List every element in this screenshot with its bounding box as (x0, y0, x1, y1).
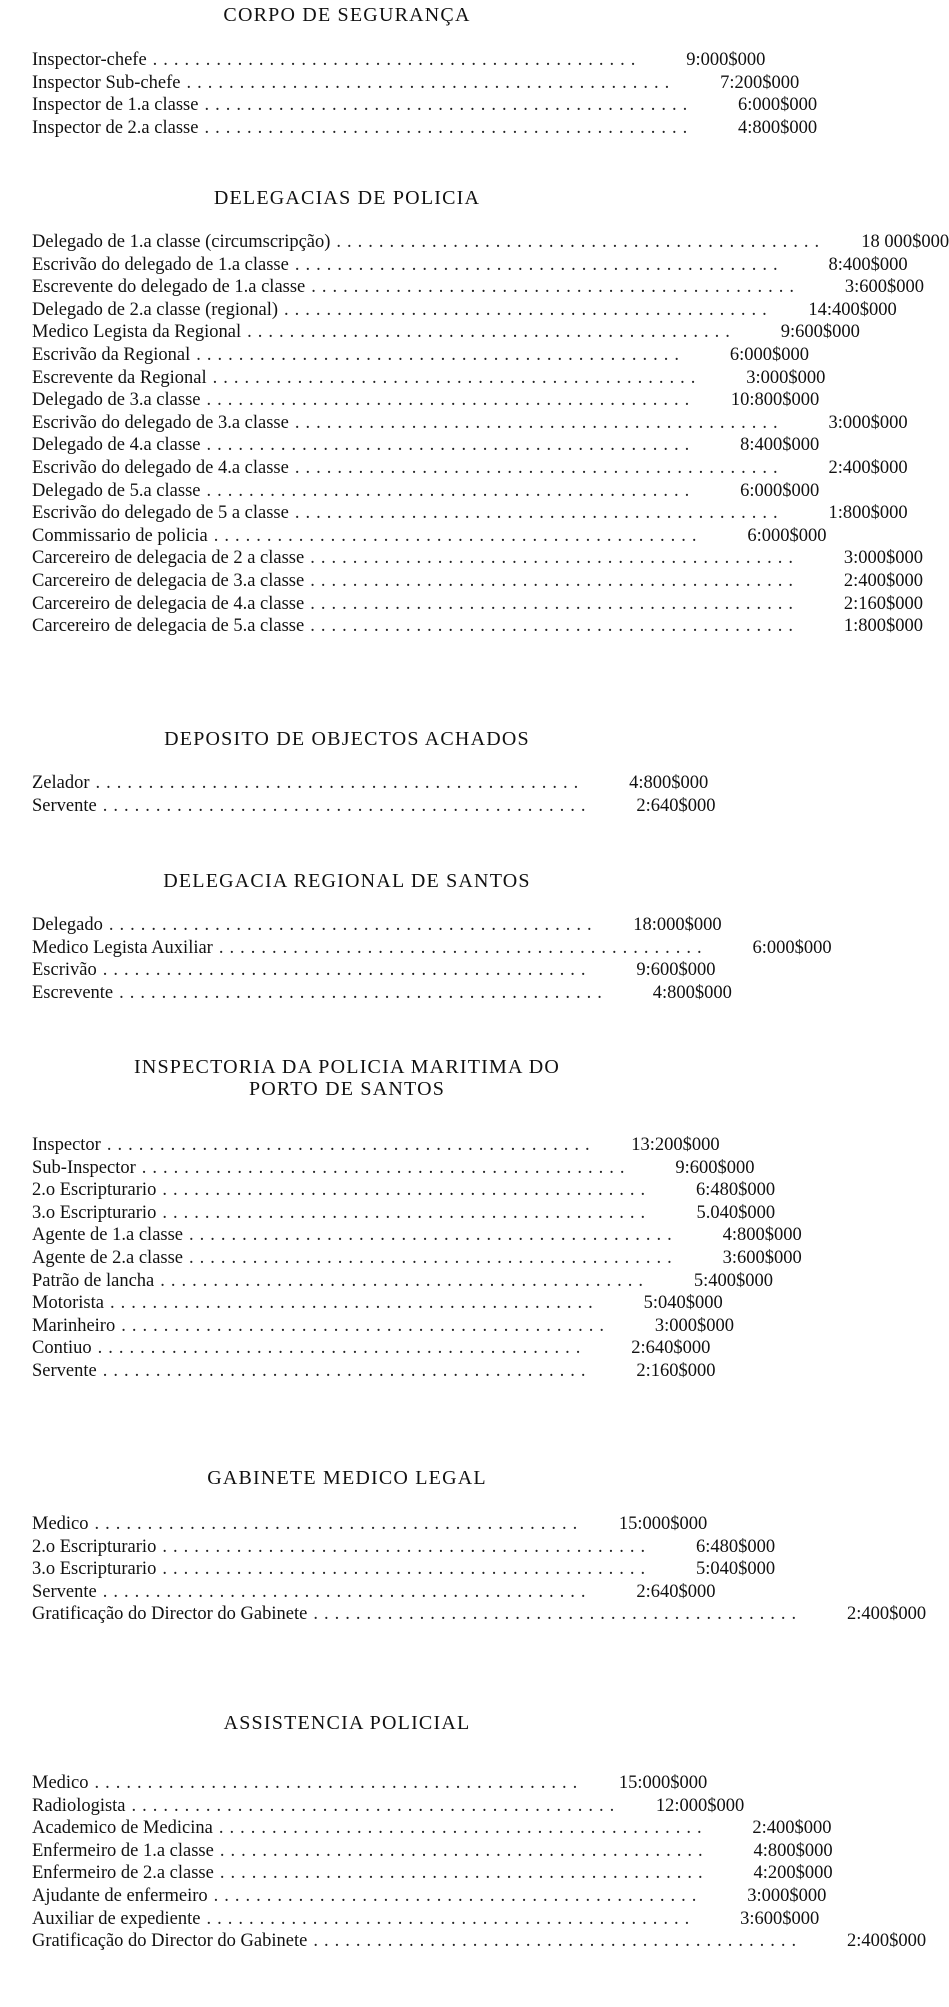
list-item (32, 321, 860, 344)
entry-label: Escrevente (32, 982, 114, 1003)
leader-dots: .............................................. (336, 232, 826, 252)
entry-value: 9:600$000 (780, 322, 860, 343)
list-item (32, 1817, 832, 1840)
entry-label: Radiologista (32, 1795, 126, 1816)
entry-value: 4:800$000 (629, 773, 709, 793)
section-corpo-de-seguranca (32, 4, 818, 139)
leader-dots: .............................................. (218, 1818, 708, 1839)
leader-dots: .............................................. (152, 50, 642, 70)
leader-dots: .............................................. (102, 1360, 592, 1381)
leader-dots: .............................................. (204, 117, 694, 138)
entry-label: Escrivão do delegado de 1.a classe (32, 254, 289, 275)
leader-dots: .............................................. (141, 1157, 631, 1178)
list-item (32, 1558, 776, 1581)
entry-label: Marinheiro (32, 1315, 116, 1336)
list-item (32, 1772, 708, 1795)
entry-label: Carcereiro de delegacia de 2 a classe (32, 548, 305, 569)
entry-list (32, 231, 949, 638)
entry-value: 2:640$000 (636, 1581, 716, 1602)
list-item (32, 593, 923, 616)
entry-value: 18 000$000 (861, 232, 949, 252)
list-item (32, 1581, 716, 1604)
leader-dots: .............................................. (162, 1202, 652, 1223)
leader-dots: .............................................. (189, 1225, 678, 1246)
list-item (32, 117, 818, 140)
entry-value: 1:800$000 (843, 616, 923, 637)
entry-label: Agente de 2.a classe (32, 1247, 184, 1268)
section-title: DEPOSITO DE OBJECTOS ACHADOS (164, 728, 530, 750)
entry-list (32, 1772, 927, 1953)
entry-value: 3:000$000 (654, 1315, 734, 1336)
entry-value: 2:160$000 (636, 1360, 716, 1381)
entry-value: 9:600$000 (675, 1157, 755, 1178)
list-item (32, 254, 908, 277)
entry-value: 5:040$000 (695, 1559, 776, 1580)
entry-label: Delegado de 4.a classe (32, 435, 201, 456)
entry-value: 4:800$000 (722, 1225, 802, 1246)
entry-value: 15:000$000 (618, 1514, 708, 1534)
entry-list (32, 772, 716, 817)
list-item (32, 94, 818, 117)
entry-label: Zelador (32, 773, 90, 793)
leader-dots: .............................................. (218, 937, 708, 958)
entry-value: 10:800$000 (730, 390, 820, 411)
entry-value: 13:200$000 (631, 1135, 720, 1155)
leader-dots: .............................................. (189, 1247, 678, 1268)
leader-dots: .............................................. (313, 1604, 803, 1625)
entry-label: Inspector de 2.a classe (32, 117, 199, 138)
list-item (32, 1536, 776, 1559)
section-assistencia-policial (32, 1712, 927, 1953)
leader-dots: .............................................. (102, 960, 592, 981)
leader-dots: .............................................. (247, 322, 736, 343)
list-item (32, 1134, 720, 1157)
entry-value: 18:000$000 (633, 915, 722, 935)
entry-label: Motorista (32, 1293, 104, 1314)
leader-dots: .............................................. (162, 1180, 652, 1201)
list-item (32, 344, 809, 367)
entry-label: Carcereiro de delegacia de 5.a classe (32, 616, 305, 637)
leader-dots: .............................................. (160, 1270, 649, 1291)
leader-dots: .............................................. (119, 982, 608, 1003)
entry-label: Inspector (32, 1135, 101, 1155)
entry-value: 5.040$000 (696, 1202, 776, 1223)
list-item (32, 1292, 723, 1315)
leader-dots: .............................................. (310, 570, 799, 591)
entry-label: Escrivão (32, 960, 97, 981)
entry-label: Delegado de 2.a classe (regional) (32, 299, 279, 320)
entry-value: 3:600$000 (722, 1247, 802, 1268)
leader-dots: .............................................. (121, 1315, 610, 1336)
list-item (32, 1224, 802, 1247)
list-item (32, 299, 897, 322)
entry-value: 4:800$000 (753, 1840, 833, 1861)
entry-value: 1:800$000 (828, 503, 908, 524)
entry-label: Escrivão do delegado de 3.a classe (32, 412, 289, 433)
entry-value: 2:400$000 (846, 1604, 927, 1625)
entry-value: 2:400$000 (828, 457, 908, 478)
leader-dots: .............................................. (204, 95, 694, 116)
leader-dots: .............................................. (213, 525, 703, 546)
list-item (32, 1930, 927, 1953)
entry-label: Servente (32, 795, 97, 816)
list-item (32, 389, 820, 412)
list-item (32, 502, 908, 525)
entry-value: 3:000$000 (843, 548, 923, 569)
leader-dots: .............................................. (162, 1536, 652, 1557)
entry-value: 4:200$000 (753, 1863, 833, 1884)
leader-dots: .............................................. (94, 1514, 584, 1534)
leader-dots: .............................................. (213, 1885, 703, 1906)
leader-dots: .............................................. (310, 593, 799, 614)
leader-dots: .............................................. (186, 72, 676, 93)
entry-value: 6:000$000 (747, 525, 827, 546)
entry-label: Inspector-chefe (32, 50, 147, 70)
leader-dots: .............................................. (206, 1908, 696, 1929)
list-item (32, 1795, 745, 1818)
entry-label: Academico de Medicina (32, 1818, 213, 1839)
entry-label: 3.o Escripturario (32, 1202, 157, 1223)
entry-value: 3:000$000 (746, 367, 826, 388)
entry-label: Patrão de lancha (32, 1270, 155, 1291)
list-item (32, 367, 826, 390)
entry-value: 2:640$000 (636, 795, 716, 816)
leader-dots: .............................................. (106, 1135, 596, 1155)
entry-value: 2:400$000 (843, 570, 923, 591)
leader-dots: .............................................. (284, 299, 773, 320)
entry-value: 6:000$000 (729, 344, 809, 365)
entry-label: Escrevente da Regional (32, 367, 207, 388)
list-item (32, 72, 800, 95)
entry-label: Commissario de policia (32, 525, 208, 546)
leader-dots: .............................................. (294, 254, 784, 275)
list-item (32, 1315, 734, 1338)
entry-label: Delegado de 5.a classe (32, 480, 201, 501)
leader-dots: .............................................. (294, 457, 784, 478)
entry-label: 3.o Escripturario (32, 1559, 157, 1580)
list-item (32, 959, 716, 982)
entry-value: 4:800$000 (652, 982, 732, 1003)
entry-value: 6:000$000 (752, 937, 832, 958)
entry-label: Agente de 1.a classe (32, 1225, 184, 1246)
entry-value: 14:400$000 (808, 299, 897, 320)
list-item (32, 1337, 711, 1360)
leader-dots: .............................................. (97, 1338, 587, 1359)
section-inspectoria-policia-maritima (32, 1056, 802, 1383)
list-item (32, 1247, 802, 1270)
list-item (32, 457, 908, 480)
entry-value: 2:160$000 (843, 593, 923, 614)
leader-dots: .............................................. (311, 277, 801, 298)
section-deposito-de-objectos-achados (32, 728, 716, 817)
entry-value: 15:000$000 (618, 1773, 708, 1793)
leader-dots: .............................................. (108, 915, 598, 935)
entry-label: Inspector de 1.a classe (32, 95, 199, 116)
section-title: GABINETE MEDICO LEGAL (207, 1467, 487, 1489)
entry-label: Sub-Inspector (32, 1157, 136, 1178)
entry-value: 6:000$000 (740, 480, 820, 501)
entry-value: 8:400$000 (740, 435, 820, 456)
list-item (32, 1862, 833, 1885)
entry-label: Ajudante de enfermeiro (32, 1885, 208, 1906)
list-item (32, 1840, 833, 1863)
entry-label: Escrevente do delegado de 1.a classe (32, 277, 306, 298)
entry-label: Carcereiro de delegacia de 4.a classe (32, 593, 305, 614)
entry-label: Escrivão do delegado de 5 a classe (32, 503, 289, 524)
entry-list (32, 1513, 927, 1626)
entry-label: Enfermeiro de 1.a classe (32, 1840, 214, 1861)
entry-value: 3:000$000 (828, 412, 908, 433)
list-item (32, 1513, 708, 1536)
leader-dots: .............................................. (310, 548, 799, 569)
entry-value: 2:400$000 (752, 1818, 832, 1839)
entry-value: 9:600$000 (636, 960, 716, 981)
leader-dots: .............................................. (294, 503, 784, 524)
entry-list (32, 914, 832, 1004)
entry-value: 3:000$000 (747, 1885, 827, 1906)
list-item (32, 231, 949, 254)
entry-value: 5:400$000 (693, 1270, 773, 1291)
list-item (32, 1360, 716, 1383)
entry-label: Delegado de 1.a classe (circumscripção) (32, 232, 331, 252)
entry-label: Medico (32, 1514, 89, 1534)
entry-label: Medico Legista da Regional (32, 322, 242, 343)
list-item (32, 982, 732, 1005)
list-item (32, 412, 908, 435)
entry-label: 2.o Escripturario (32, 1536, 157, 1557)
section-delegacia-regional-de-santos (32, 870, 832, 1004)
list-item (32, 795, 716, 818)
leader-dots: .............................................. (310, 616, 799, 637)
leader-dots: .............................................. (294, 412, 784, 433)
list-item (32, 547, 923, 570)
entry-label: Servente (32, 1360, 97, 1381)
entry-label: Inspector Sub-chefe (32, 72, 181, 93)
section-title-line2: PORTO DE SANTOS (248, 1078, 446, 1100)
entry-label: Delegado de 3.a classe (32, 390, 201, 411)
section-gabinete-medico-legal (32, 1467, 927, 1626)
leader-dots: .............................................. (102, 795, 592, 816)
entry-label: Escrivão do delegado de 4.a classe (32, 457, 289, 478)
list-item (32, 1908, 820, 1931)
section-title: DELEGACIA REGIONAL DE SANTOS (163, 870, 531, 892)
entry-value: 3:600$000 (844, 277, 925, 298)
entry-label: Contiuo (32, 1338, 92, 1359)
leader-dots: .............................................. (162, 1559, 652, 1580)
leader-dots: .............................................. (219, 1863, 709, 1884)
leader-dots: .............................................. (109, 1293, 599, 1314)
entry-value: 2:640$000 (631, 1338, 711, 1359)
entry-label: Carcereiro de delegacia de 3.a classe (32, 570, 305, 591)
entry-list (32, 1134, 802, 1383)
entry-value: 12:000$000 (655, 1795, 745, 1816)
leader-dots: .............................................. (206, 435, 696, 456)
entry-label: 2.o Escripturario (32, 1180, 157, 1201)
entry-label: Medico Legista Auxiliar (32, 937, 213, 958)
entry-label: Escrivão da Regional (32, 344, 191, 365)
leader-dots: .............................................. (95, 773, 585, 793)
entry-value: 6:000$000 (738, 95, 818, 116)
list-item (32, 1270, 773, 1293)
list-item (32, 937, 832, 960)
entry-label: Medico (32, 1773, 89, 1793)
list-item (32, 480, 820, 503)
leader-dots: .............................................. (102, 1581, 592, 1602)
list-item (32, 570, 923, 593)
list-item (32, 772, 709, 795)
section-title: CORPO DE SEGURANÇA (223, 4, 471, 26)
leader-dots: .............................................. (206, 480, 696, 501)
entry-list (32, 49, 818, 139)
entry-value: 4:800$000 (738, 117, 818, 138)
list-item (32, 49, 766, 72)
list-item (32, 615, 923, 638)
list-item (32, 1157, 755, 1180)
leader-dots: .............................................. (196, 344, 685, 365)
entry-label: Gratificação do Director do Gabinete (32, 1931, 308, 1952)
list-item (32, 525, 827, 548)
entry-value: 5:040$000 (643, 1293, 723, 1314)
list-item (32, 434, 820, 457)
entry-value: 2:400$000 (846, 1931, 927, 1952)
entry-value: 8:400$000 (828, 254, 908, 275)
leader-dots: .............................................. (131, 1795, 621, 1816)
list-item (32, 914, 722, 937)
entry-value: 3:600$000 (740, 1908, 820, 1929)
entry-value: 6:480$000 (695, 1180, 776, 1201)
leader-dots: .............................................. (313, 1931, 803, 1952)
list-item (32, 1603, 927, 1626)
leader-dots: .............................................. (212, 367, 702, 388)
list-item (32, 1885, 827, 1908)
entry-label: Enfermeiro de 2.a classe (32, 1863, 214, 1884)
entry-label: Delegado (32, 915, 103, 935)
entry-value: 9:000$000 (686, 50, 766, 70)
list-item (32, 276, 925, 299)
entry-label: Gratificação do Director do Gabinete (32, 1604, 308, 1625)
list-item (32, 1202, 776, 1225)
section-delegacias-de-policia (32, 187, 949, 638)
list-item (32, 1179, 776, 1202)
leader-dots: .............................................. (219, 1840, 709, 1861)
entry-value: 7:200$000 (720, 72, 800, 93)
section-title: DELEGACIAS DE POLICIA (213, 187, 481, 209)
leader-dots: .............................................. (94, 1773, 584, 1793)
section-title: ASSISTENCIA POLICIAL (223, 1712, 471, 1734)
entry-label: Servente (32, 1581, 97, 1602)
entry-label: Auxiliar de expediente (32, 1908, 201, 1929)
leader-dots: .............................................. (206, 390, 696, 411)
entry-value: 6:480$000 (695, 1536, 776, 1557)
section-title: INSPECTORIA DA POLICIA MARITIMA DO (133, 1056, 561, 1078)
